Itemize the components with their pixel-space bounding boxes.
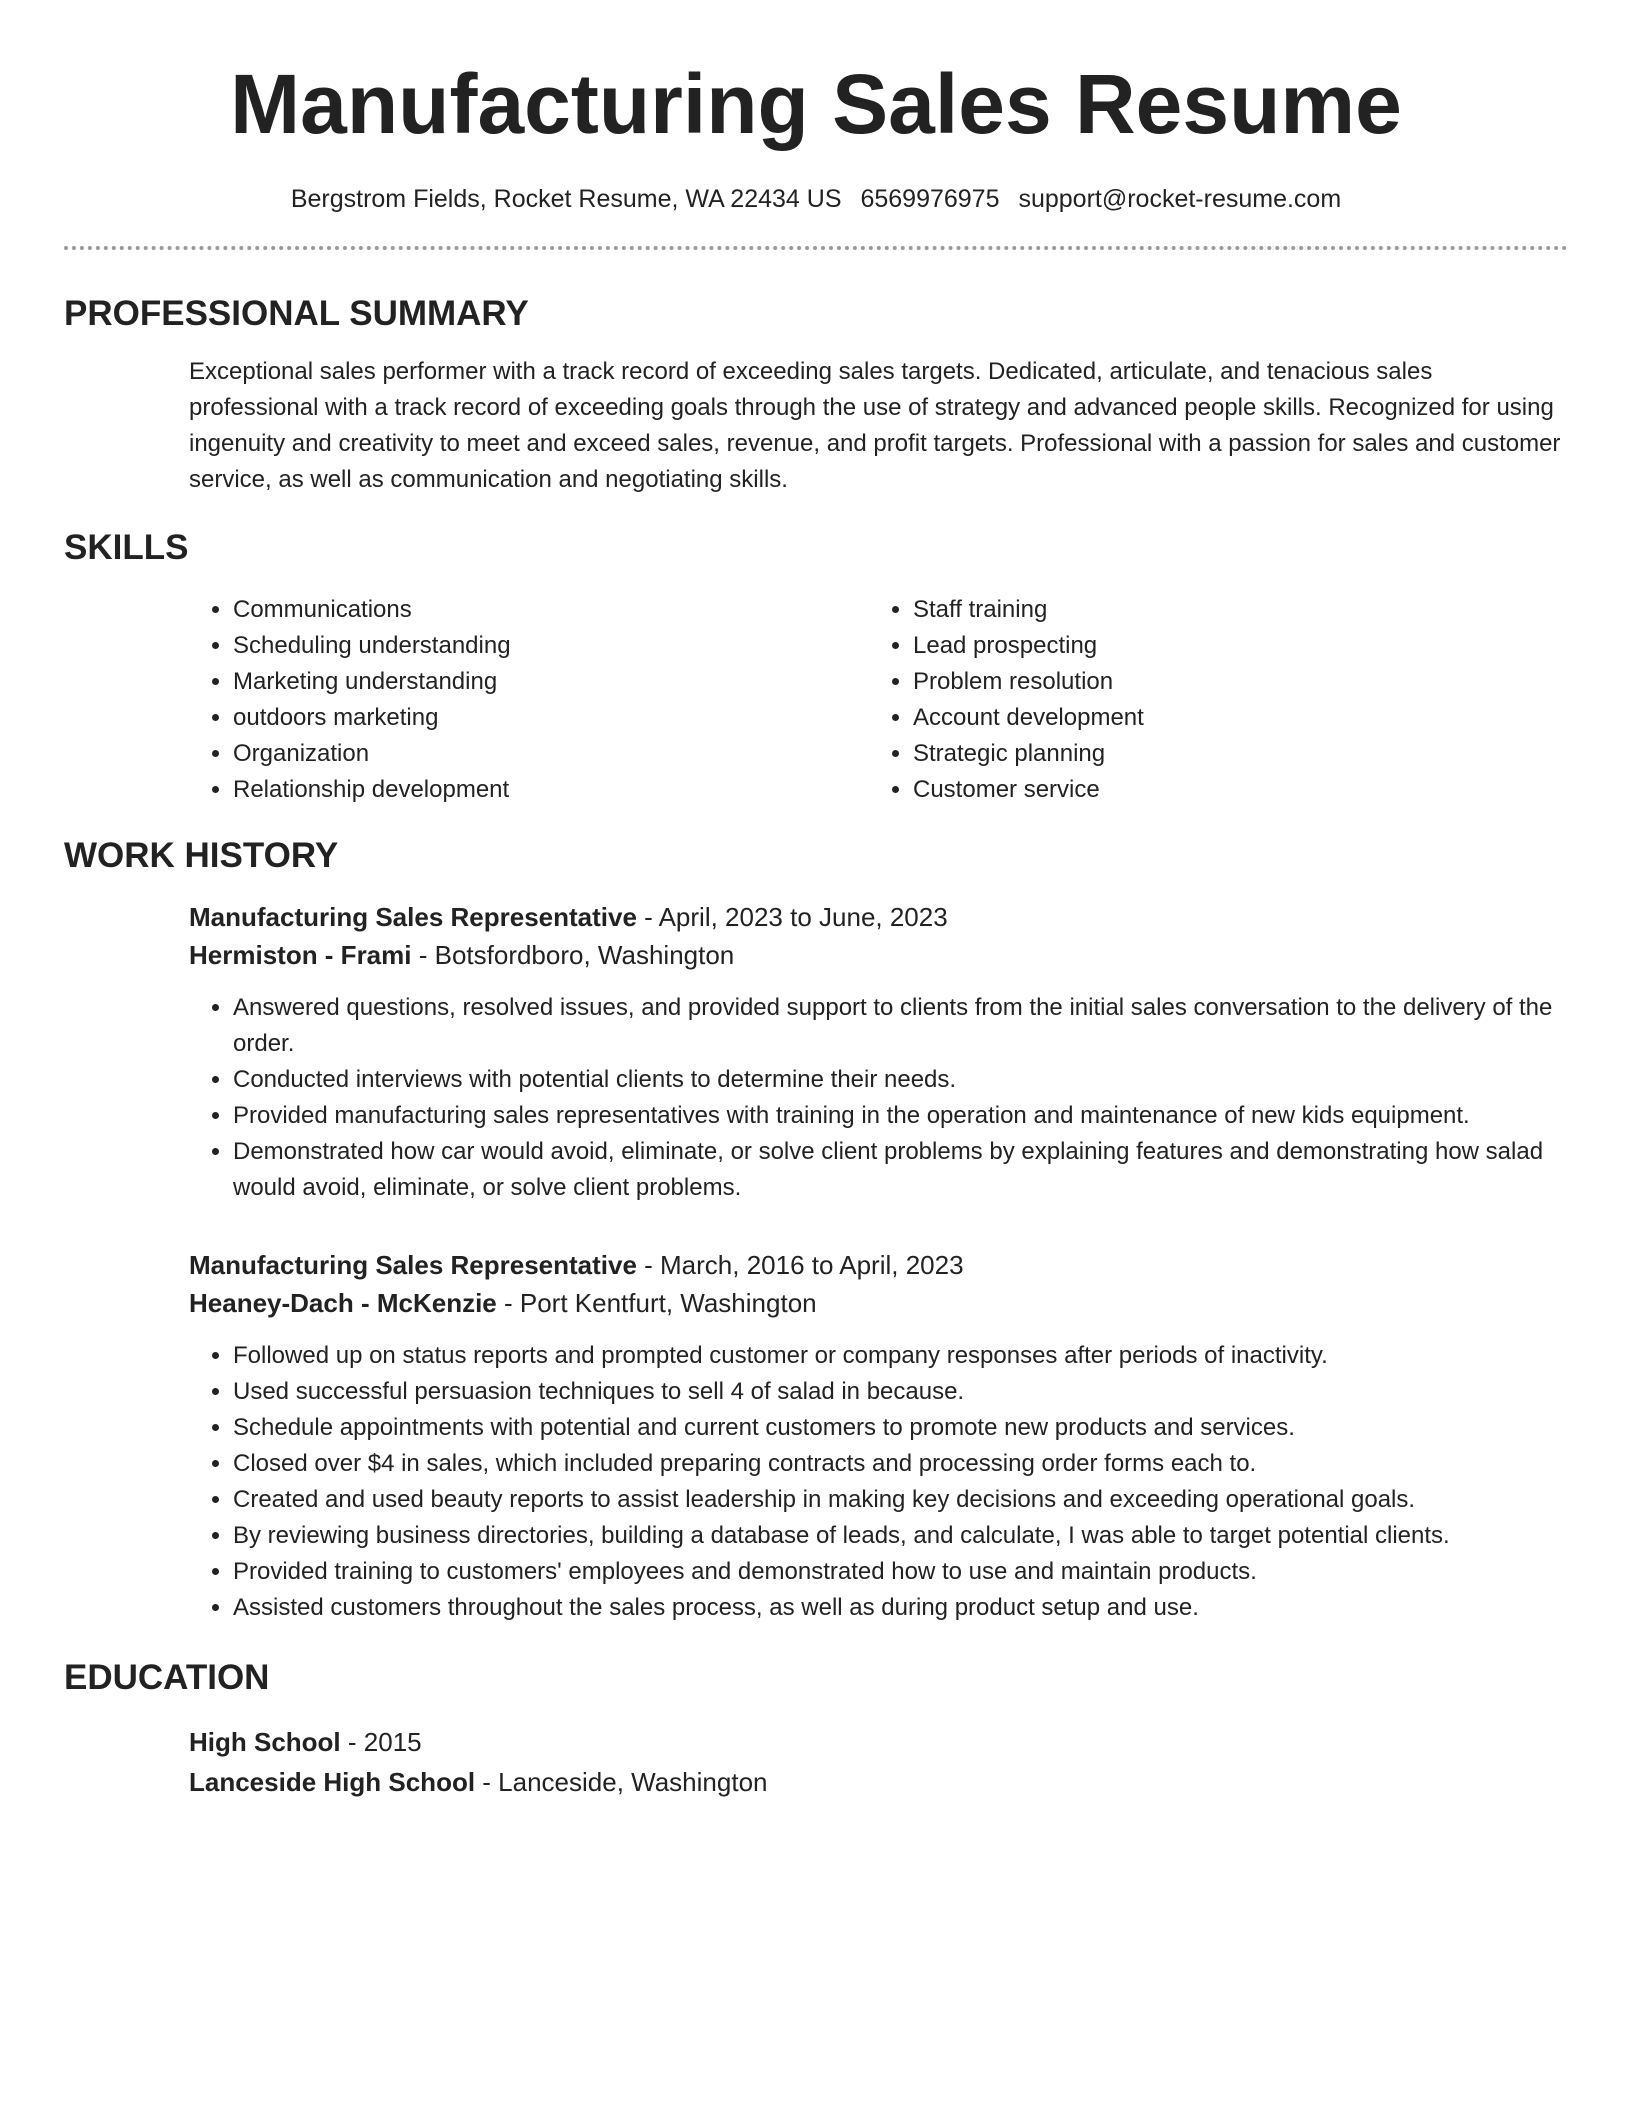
skill-item: • Relationship development [233,772,869,808]
job-duties [189,990,1568,1206]
job-company-line [189,936,1568,974]
section-heading-education: EDUCATION [64,1658,270,1697]
skills-column-left [189,592,869,808]
job-duty: • Closed over $4 in sales, which included preparing contracts and processing order forms each to. [233,1446,1568,1482]
section-heading-skills: SKILLS [64,528,189,567]
job-duty: • By reviewing business directories, building a database of leads, and calculate, I was able to target potential clients. [233,1518,1568,1554]
contact-phone: 6569976975 [860,185,1000,213]
skill-item: • Strategic planning [913,736,1549,772]
job-entry [189,1246,1568,1626]
job-duty: • Demonstrated how car would avoid, eliminate, or solve client problems by explaining features and demonstrating how salad would avoid, eliminate, or solve client problems. [233,1134,1568,1206]
job-duty: • Used successful persuasion techniques to sell 4 of salad in because. [233,1374,1568,1410]
skill-item: • Scheduling understanding [233,628,869,664]
job-duty: • Provided training to customers' employees and demonstrated how to use and maintain products. [233,1554,1568,1590]
skill-item: • Problem resolution [913,664,1549,700]
resume-title: Manufacturing Sales Resume [230,57,1402,151]
job-duty: • Conducted interviews with potential clients to determine their needs. [233,1062,1568,1098]
job-duty: • Followed up on status reports and prompted customer or company responses after periods of inactivity. [233,1338,1568,1374]
education-entry [189,1722,1568,1802]
job-duty: • Created and used beauty reports to assist leadership in making key decisions and exceeding operational goals. [233,1482,1568,1518]
section-heading-work: WORK HISTORY [64,836,339,875]
job-company-line [189,1284,1568,1322]
job-title-line [189,898,1568,936]
skill-item: • Communications [233,592,869,628]
job-company: Hermiston - Frami [189,940,412,970]
skill-item: • Customer service [913,772,1549,808]
job-dates: - March, 2016 to April, 2023 [636,1250,964,1280]
job-title-line [189,1246,1568,1284]
skill-item: • Marketing understanding [233,664,869,700]
job-duty: • Assisted customers throughout the sales process, as well as during product setup and use. [233,1590,1568,1626]
contact-address: Bergstrom Fields, Rocket Resume, WA 22434 US [290,185,842,213]
education-location: - Lanceside, Washington [475,1767,768,1797]
section-heading-summary: PROFESSIONAL SUMMARY [64,294,529,333]
job-duty: • Schedule appointments with potential and current customers to promote new products and services. [233,1410,1568,1446]
job-title: Manufacturing Sales Representative [189,902,637,932]
skills-list [189,592,1568,808]
job-location: - Botsfordboro, Washington [411,940,735,970]
skill-item: • Lead prospecting [913,628,1549,664]
skill-item: • Organization [233,736,869,772]
contact-email: support@rocket-resume.com [1018,185,1342,213]
skill-item: • Account development [913,700,1549,736]
summary-text: Exceptional sales performer with a track record of exceeding sales targets. Dedicated, articulate, and tenacious sales professional with a track record of exceeding goals through the use of strategy and advanced people skills. Recognized for using ingenuity and creativity to meet and exceed sales, revenue, and profit targets. Professional with a passion for sales and customer service, as well as communication and negotiating skills. [189,358,1561,493]
job-duty: • Answered questions, resolved issues, and provided support to clients from the initial sales conversation to the delivery of the order. [233,990,1568,1062]
job-duty: • Provided manufacturing sales representatives with training in the operation and maintenance of new kids equipment. [233,1098,1568,1134]
job-dates: - April, 2023 to June, 2023 [636,902,948,932]
education-school-line [189,1762,1568,1802]
job-entry [189,898,1568,1206]
contact-info [64,182,1568,216]
skills-column-right [869,592,1549,808]
job-duties [189,1338,1568,1626]
education-school: Lanceside High School [189,1767,476,1797]
job-company: Heaney-Dach - McKenzie [189,1288,497,1318]
job-location: - Port Kentfurt, Washington [496,1288,817,1318]
skill-item: • Staff training [913,592,1549,628]
header-divider [64,246,1568,250]
education-degree-line [189,1722,1568,1762]
job-title: Manufacturing Sales Representative [189,1250,637,1280]
skill-item: • outdoors marketing [233,700,869,736]
education-degree: High School [189,1727,341,1757]
education-year: - 2015 [340,1727,422,1757]
